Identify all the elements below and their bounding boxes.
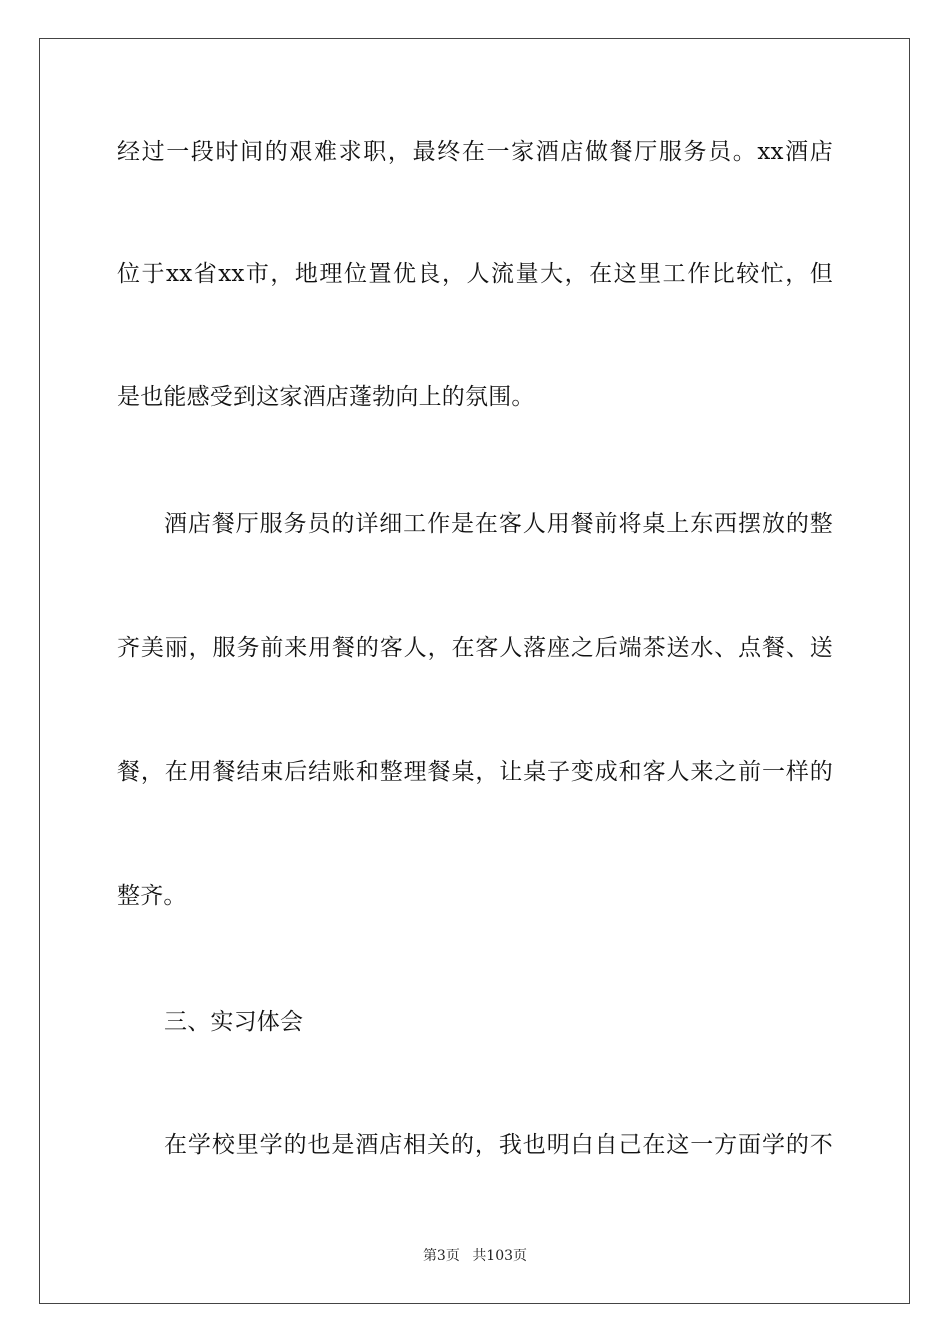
paragraph-line: 在学校里学的也是酒店相关的，我也明白自己在这一方面学的不 — [164, 1132, 833, 1158]
page-number-current: 第3页 — [422, 1248, 460, 1264]
paragraph-line: 经过一段时间的艰难求职，最终在一家酒店做餐厅服务员。xx酒店 — [117, 139, 833, 165]
section-heading: 三、实习体会 — [164, 1009, 304, 1035]
page-footer — [0, 1247, 950, 1265]
page-border — [39, 38, 910, 1304]
paragraph-line: 整齐。 — [117, 883, 187, 909]
paragraph-line: 齐美丽，服务前来用餐的客人，在客人落座之后端茶送水、点餐、送 — [117, 635, 833, 661]
paragraph-line: 位于xx省xx市，地理位置优良，人流量大，在这里工作比较忙，但 — [117, 261, 833, 287]
paragraph-line: 酒店餐厅服务员的详细工作是在客人用餐前将桌上东西摆放的整 — [164, 511, 833, 537]
paragraph-line: 是也能感受到这家酒店蓬勃向上的氛围。 — [117, 384, 535, 410]
paragraph-line: 餐，在用餐结束后结账和整理餐桌，让桌子变成和客人来之前一样的 — [117, 759, 833, 785]
page-number-total: 共103页 — [472, 1248, 528, 1264]
